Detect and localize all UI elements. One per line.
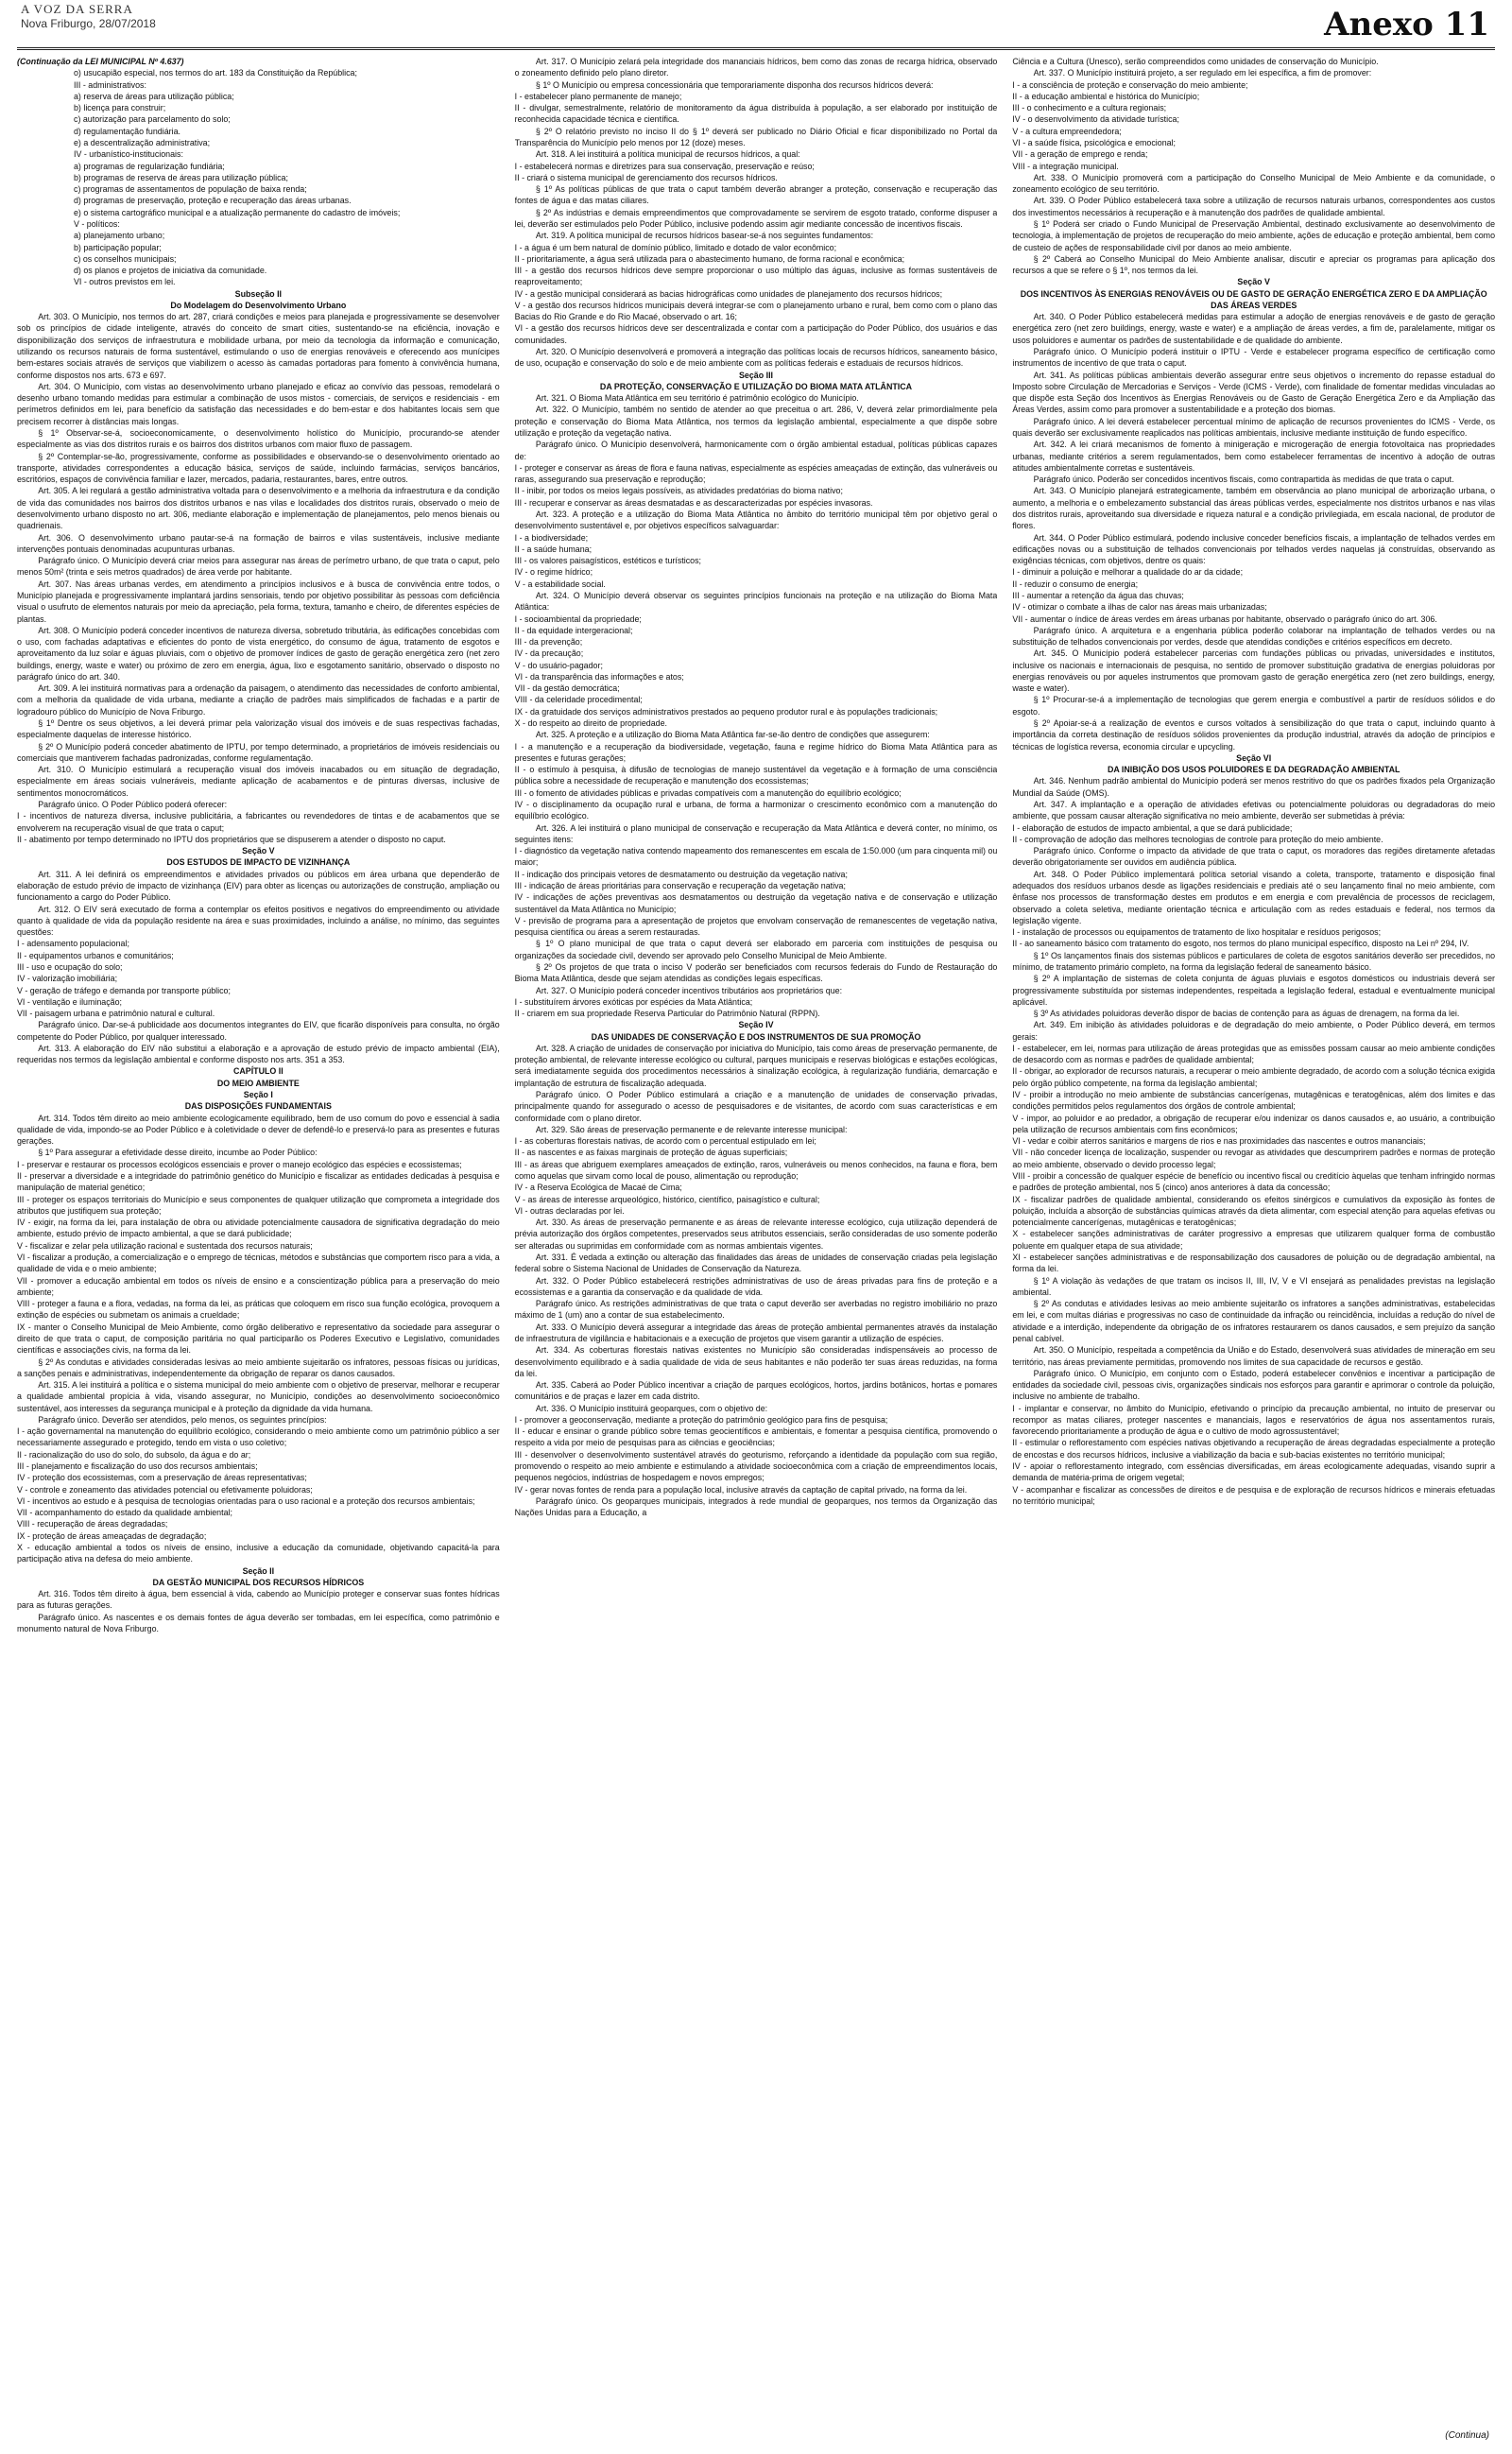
paragraph: V - a gestão dos recursos hídricos municipais deverá integrar-se com o planejamento urbano e rural, bem como com o plano das Bacias do Rio Grande e do Rio Macaé, observado o art. 16; bbox=[514, 300, 998, 322]
paragraph: Art. 304. O Município, com vistas ao desenvolvimento urbano planejado e eficaz ao convívio das pessoas, remodelará o desenho urbano tomando medidas para estimular a combinação de usos mistos - comerciais, de serviços e residenciais - em perímetros definidos em lei, para benefício da satisfação das necessidades e do bem-estar e dos habitantes locais sem que precisem recorrer à distâncias mais longas. bbox=[17, 381, 500, 426]
paragraph: § 1º A violação às vedações de que tratam os incisos II, III, IV, V e VI ensejará as penalidades previstas na legislação ambiental. bbox=[1012, 1275, 1496, 1297]
paragraph: Art. 335. Caberá ao Poder Público incentivar a criação de parques ecológicos, hortos, jardins botânicos, hortas e pomares comunitários e de praças e lazer em cada distrito. bbox=[514, 1380, 998, 1402]
paragraph: § 2º As condutas e atividades lesivas ao meio ambiente sujeitarão os infratores a sanções administrativas, estabelecidas em lei, e com multas diárias e progressivas no caso de continuidade da infração ou reincidência, incluídas a redução do nível de atividade e a interdição, independente da obrigação de os infratores restaurarem os danos causados, e sem prejuízo da sanção penal cabível. bbox=[1012, 1299, 1496, 1343]
paragraph: d) programas de preservação, proteção e recuperação das áreas urbanas. bbox=[74, 196, 352, 206]
paragraph: Parágrafo único. As nascentes e os demais fontes de água deverão ser tombadas, em lei específica, como patrimônio e monumento natural de Nova Friburgo. bbox=[17, 1612, 500, 1633]
paragraph: § 1º Para assegurar a efetividade desse direito, incumbe ao Poder Público: bbox=[38, 1148, 318, 1158]
paragraph: IV - a gestão municipal considerará as bacias hidrográficas como unidades de planejamento dos recursos hídricos; bbox=[514, 288, 943, 299]
paragraph: IX - proteção de áreas ameaçadas de degradação; bbox=[17, 1530, 207, 1541]
paragraph: II - a educação ambiental e histórica do Município; bbox=[1012, 91, 1200, 101]
paragraph: § 1º O Município ou empresa concessionária que temporariamente disponha dos recursos hídricos deverá: bbox=[535, 79, 934, 90]
section-title: Seção VI bbox=[1236, 752, 1272, 763]
paragraph: Art. 330. As áreas de preservação permanente e as áreas de relevante interesse ecológico, cuja utilização dependerá de prévia autorização dos órgãos competentes, preservados seus atributos essenciais, serão consideradas de uso somente poderão ser alteradas ou suprimidas em conformidade com as normas ambientais vigentes. bbox=[514, 1218, 998, 1251]
paragraph: § 1º O plano municipal de que trata o caput deverá ser elaborado em parceria com instituições de pesquisa ou organizações da sociedade civil, devendo ser aprovado pelo Conselho Municipal de Meio Ambiente. bbox=[514, 939, 998, 960]
paragraph: II - ao saneamento básico com tratamento do esgoto, nos termos do plano municipal específico, disposto na Lei nº 294, IV. bbox=[1012, 939, 1469, 949]
paragraph: I - a manutenção e a recuperação da biodiversidade, vegetação, fauna e regime hídrico do Bioma Mata Atlântica para as presentes e futuras gerações; bbox=[514, 741, 998, 763]
paragraph: V - impor, ao poluidor e ao predador, a obrigação de recuperar e/ou indenizar os danos causados e, ao usuário, a contribuição pela utilização de recursos ambientais com fins econômicos; bbox=[1012, 1113, 1496, 1134]
section-subtitle: DOS ESTUDOS DE IMPACTO DE VIZINHANÇA bbox=[166, 857, 351, 868]
paragraph: b) participação popular; bbox=[74, 242, 162, 252]
paragraph: I - a consciência de proteção e conservação do meio ambiente; bbox=[1012, 79, 1248, 90]
paragraph: V - fiscalizar e zelar pela utilização racional e sustentada dos recursos naturais; bbox=[17, 1240, 313, 1251]
paragraph: IV - exigir, na forma da lei, para instalação de obra ou atividade potencialmente causadora de significativa degradação do meio ambiente, estudo prévio de impacto ambiental, a que se dará publicidade; bbox=[17, 1218, 500, 1239]
paragraph: I - diminuir a poluição e melhorar a qualidade do ar da cidade; bbox=[1012, 567, 1244, 578]
paragraph: Parágrafo único. O Município, em conjunto com o Estado, poderá estabelecer convênios e incentivar a participação de entidades da sociedade civil, pessoas civis, organizações sindicais nos esforços para garantir e aprimorar o controle da poluição, inclusive no ambiente de trabalho. bbox=[1012, 1368, 1496, 1402]
paragraph: Art. 348. O Poder Público implementará política setorial visando a coleta, transporte, tratamento e disposição final adequados dos resíduos urbanos desde as ligações residenciais e prediais até o seu lançamento final no meio ambiente, com ênfase nos processos de transformação destes em produtos e em energia e com prevalência de processos de reciclagem, observado a coleta seletiva, mediante orientação técnica e articulação com as redes estaduais e federal, nos termos da legislação vigente. bbox=[1012, 869, 1496, 925]
paragraph-group bbox=[17, 869, 500, 1066]
paragraph: IV - indicações de ações preventivas aos desmatamentos ou destruição da vegetação nativa e de conservação e utilização sustentável da Mata Atlântica no Município; bbox=[514, 892, 998, 914]
paragraph-group bbox=[515, 56, 998, 370]
paragraph: V - acompanhar e fiscalizar as concessões de direitos e de pesquisa e de exploração de recursos hídricos e minerais efetuadas no território municipal; bbox=[1012, 1484, 1496, 1506]
paragraph: Ciência e a Cultura (Unesco), serão compreendidos como unidades de conservação do Município. bbox=[1012, 57, 1379, 66]
paragraph: IV - a Reserva Ecológica de Macaé de Cima; bbox=[514, 1183, 682, 1193]
paragraph: I - estabelecer plano permanente de manejo; bbox=[514, 91, 682, 101]
paragraph: Art. 325. A proteção e a utilização do Bioma Mata Atlântica far-se-ão dentro de condições que assegurem: bbox=[535, 730, 930, 740]
newspaper-brand: A VOZ DA SERRA bbox=[21, 2, 133, 16]
paragraph: I - diagnóstico da vegetação nativa contendo mapeamento dos remanescentes em escala de 1:50.000 (um para cinquenta mil) ou maior; bbox=[514, 846, 998, 868]
section-subtitle: DOS INCENTIVOS ÀS ENERGIAS RENOVÁVEIS OU DE GASTO DE GERAÇÃO ENERGÉTICA ZERO E DA AMPLIAÇÃO DAS ÁREAS VERDES bbox=[1020, 288, 1487, 310]
section-subtitle: DA INIBIÇÃO DOS USOS POLUIDORES E DA DEGRADAÇÃO AMBIENTAL bbox=[1107, 765, 1400, 775]
paragraph: I - a biodiversidade; bbox=[514, 532, 589, 543]
paragraph-group bbox=[17, 1588, 500, 1634]
paragraph: Art. 324. O Município deverá observar os seguintes princípios funcionais na proteção e na utilização do Bioma Mata Atlântica: bbox=[514, 590, 998, 613]
paragraph: IV - o desenvolvimento da atividade turística; bbox=[1012, 114, 1179, 125]
paragraph: § 3º As atividades poluidoras deverão dispor de bacias de contenção para as águas de drenagem, na forma da lei. bbox=[1033, 1009, 1460, 1019]
paragraph: IV - o disciplinamento da ocupação rural e urbana, de forma a harmonizar o crescimento econômico com a manutenção do equilíbrio ecológico. bbox=[514, 800, 998, 821]
section-subtitle: DA PROTEÇÃO, CONSERVAÇÃO E UTILIZAÇÃO DO BIOMA MATA ATLÂNTICA bbox=[599, 381, 913, 391]
paragraph: b) licença para construir; bbox=[74, 103, 166, 113]
paragraph: I - adensamento populacional; bbox=[17, 939, 129, 949]
paragraph: I - as coberturas florestais nativas, de acordo com o percentual estipulado em lei; bbox=[514, 1136, 816, 1147]
paragraph: I - preservar e restaurar os processos ecológicos essenciais e prover o manejo ecológico das espécies e ecossistemas; bbox=[17, 1159, 462, 1169]
section-title: Seção III bbox=[739, 370, 774, 380]
paragraph: Art. 323. A proteção e a utilização do Bioma Mata Atlântica no âmbito do território municipal têm por objetivo geral o desenvolvimento sustentável e, por objetivos específicos salvaguardar: bbox=[514, 509, 998, 531]
paragraph: VII - a geração de emprego e renda; bbox=[1012, 149, 1148, 160]
paragraph: IV - gerar novas fontes de renda para a população local, inclusive através da captação de capital privado, na forma da lei. bbox=[514, 1484, 968, 1495]
paragraph: Art. 319. A política municipal de recursos hídricos basear-se-á nos seguintes fundamentos: bbox=[535, 231, 874, 241]
paragraph: II - a saúde humana; bbox=[514, 544, 593, 554]
paragraph: V - do usuário-pagador; bbox=[514, 660, 603, 670]
paragraph: II - racionalização do uso do solo, do subsolo, da água e do ar; bbox=[17, 1449, 251, 1460]
paragraph: V - a estabilidade social. bbox=[514, 579, 606, 589]
paragraph: Art. 334. As coberturas florestais nativas existentes no Município são consideradas indispensáveis ao processo de desenvolvimento equilibrado e à sadia qualidade de vida de seus habitantes e não poderão ter suas áreas reduzidas, na forma da lei. bbox=[514, 1345, 998, 1378]
paragraph: II - abatimento por tempo determinado no IPTU dos proprietários que se dispuserem a atender o disposto no caput. bbox=[17, 834, 446, 844]
paragraph: VI - outras declaradas por lei. bbox=[514, 1205, 625, 1216]
paragraph: § 2º As condutas e atividades consideradas lesivas ao meio ambiente sujeitarão os infratores, pessoas físicas ou jurídicas, a sanções penais e administrativas, independentemente da obrigação de reparar os danos causados. bbox=[17, 1357, 500, 1378]
paragraph: § 2º A implantação de sistemas de coleta conjunta de águas pluviais e esgotos domésticos ou industriais deverá ser progressivamente substituída por sistemas independentes, respeitada a legislação federal, estadual e eventualmente municipal aplicável. bbox=[1012, 974, 1496, 1007]
paragraph: VIII - da celeridade procedimental; bbox=[514, 695, 643, 705]
paragraph: § 1º Poderá ser criado o Fundo Municipal de Preservação Ambiental, destinado exclusivamente ao desenvolvimento de tecnologia, à implementação de projetos de recuperação do meio ambiente, ações de educação e proteção ambiental, bem como de custeio de ações de responsabilidade civil por danos ao meio ambiente. bbox=[1012, 218, 1496, 252]
paragraph: § 1º Os lançamentos finais dos sistemas públicos e particulares de coleta de esgotos sanitários deverão ser precedidos, no mínimo, de tratamento primário completo, na forma da legislação federal de saneamento básico. bbox=[1012, 950, 1496, 972]
paragraph: Art. 340. O Poder Público estabelecerá medidas para estimular a adoção de energias renováveis e de gasto de geração energética zero (net zero buildings, energy, waste e water) e a ampliação de áreas verdes, a fim de, paralelamente, mitigar os usos poluidores e aumentar os padrões de sustentabilidade e de qualidade do ambiente. bbox=[1012, 312, 1496, 345]
paragraph: I - ação governamental na manutenção do equilíbrio ecológico, considerando o meio ambiente como um patrimônio público a ser necessariamente assegurado e protegido, tendo em vista o uso coletivo; bbox=[17, 1426, 500, 1448]
paragraph: Parágrafo único. Deverão ser atendidos, pelo menos, os seguintes princípios: bbox=[38, 1414, 327, 1425]
paragraph: Art. 318. A lei instituirá a política municipal de recursos hídricos, a qual: bbox=[535, 149, 800, 160]
paragraph: VI - a saúde física, psicológica e emocional; bbox=[1012, 137, 1177, 147]
paragraph: II - comprovação de adoção das melhores tecnologias de controle para proteção do meio ambiente. bbox=[1012, 834, 1383, 844]
paragraph: Art. 339. O Poder Público estabelecerá taxa sobre a utilização de recursos naturais urbanos, correspondentes aos custos dos investimentos necessários à recuperação e à manutenção dos padrões de qualidade ambiental. bbox=[1012, 196, 1496, 217]
masthead bbox=[17, 0, 1495, 50]
paragraph: I - elaboração de estudos de impacto ambiental, a que se dará publicidade; bbox=[1012, 822, 1293, 833]
section-title: Seção V bbox=[1237, 277, 1270, 287]
paragraph: I - promover a geoconservação, mediante a proteção do patrimônio geológico para fins de pesquisa; bbox=[514, 1414, 888, 1425]
paragraph: V - geração de tráfego e demanda por transporte público; bbox=[17, 985, 231, 995]
paragraph: III - proteger os espaços territoriais do Município e seus componentes de qualquer utilização que comprometa a integridade dos atributos que justifiquem sua proteção; bbox=[17, 1194, 500, 1216]
paragraph: Art. 310. O Município estimulará a recuperação visual dos imóveis inacabados ou em situação de degradação, especialmente em áreas sociais vulneráveis, mediante aplicação de acabamentos e de pinturas diversas, inclusive de sentimentos monocromáticos. bbox=[17, 765, 500, 798]
paragraph: Art. 347. A implantação e a operação de atividades efetivas ou potencialmente poluidoras ou degradadoras do meio ambiente, que possam causar alteração significativa no meio ambiente, deverão ser submetidas à prévia: bbox=[1012, 800, 1496, 821]
continuation-note: (Continuação da LEI MUNICIPAL Nº 4.637) bbox=[17, 57, 184, 66]
paragraph: d) os planos e projetos de iniciativa da comunidade. bbox=[74, 266, 267, 276]
chapter-title: CAPÍTULO II bbox=[232, 1066, 284, 1077]
paragraph: III - aumentar a retenção da água das chuvas; bbox=[1012, 590, 1184, 600]
paragraph: Art. 329. São áreas de preservação permanente e de relevante interesse municipal: bbox=[535, 1124, 848, 1134]
paragraph-group bbox=[17, 67, 500, 287]
paragraph: § 2º O Município poderá conceder abatimento de IPTU, por tempo determinado, a proprietários de imóveis residenciais ou comerciais que mantiverem fachadas padronizadas, conforme regulamentação. bbox=[17, 741, 500, 763]
paragraph: VI - da transparência das informações e atos; bbox=[514, 671, 684, 682]
paragraph: III - o conhecimento e a cultura regionais; bbox=[1012, 103, 1167, 113]
paragraph: II - criarem em sua propriedade Reserva Particular do Patrimônio Natural (RPPN). bbox=[514, 1009, 820, 1019]
paragraph: VII - promover a educação ambiental em todos os níveis de ensino e a conscientização pública para a preservação do meio ambiente; bbox=[17, 1275, 500, 1297]
paragraph: II - equipamentos urbanos e comunitários; bbox=[17, 950, 174, 960]
paragraph-group bbox=[515, 1043, 998, 1519]
paragraph: I - incentivos de natureza diversa, inclusive publicitária, a fabricantes ou revendedores de tintas e de acabamentos que se envolverem na recuperação visual de que trata o caput; bbox=[17, 811, 500, 833]
paragraph: II - prioritariamente, a água será utilizada para o abastecimento humano, de forma racional e econômica; bbox=[514, 253, 905, 264]
paragraph: Art. 345. O Município poderá estabelecer parcerias com fundações públicas ou privadas, universidades e institutos, inclusive os nacionais e internacionais de pesquisa, no sentido de promover substituição gradativa de energias poluidoras por energias renováveis ou por aqueles instrumentos que promovam gasto de geração energética zero (net zero buildings, energy, waste e water). bbox=[1012, 648, 1496, 694]
paragraph: II - educar e ensinar o grande público sobre temas geocientíficos e ambientais, e fomentar a pesquisa científica, promovendo o respeito a vida por meio de pesquisas para as ciências e geociências; bbox=[514, 1426, 998, 1448]
paragraph: IX - manter o Conselho Municipal de Meio Ambiente, como órgão deliberativo e representativo da sociedade para assegurar o direito de que trata o caput, de composição paritária no qual participarão os Poderes Executivo e Legislativo, comunidades científicas e associações civis, na forma da lei. bbox=[17, 1322, 500, 1356]
paragraph: Art. 322. O Município, também no sentido de atender ao que preceitua o art. 286, V, deverá zelar primordialmente pela proteção e conservação do Bioma Mata Atlântica, nos termos da legislação ambiental, especialmente a que dispõe sobre utilização e proteção da vegetação nativa. bbox=[514, 405, 998, 438]
paragraph: Art. 336. O Município instituirá geoparques, com o objetivo de: bbox=[535, 1403, 768, 1413]
paragraph: Art. 350. O Município, respeitada a competência da União e do Estado, desenvolverá suas atividades de mineração em seu território, nas áreas previamente permitidas, promovendo nos limites de sua capacidade de recursos e gestão. bbox=[1012, 1345, 1496, 1367]
dateline: Nova Friburgo, 28/07/2018 bbox=[21, 17, 156, 30]
paragraph: e) o sistema cartográfico municipal e a atualização permanente do cadastro de imóveis; bbox=[74, 207, 401, 217]
paragraph: Parágrafo único. O Município desenvolverá, harmonicamente com o órgão ambiental estadual, políticas públicas capazes de: bbox=[514, 440, 998, 461]
paragraph: II - estimular o reflorestamento com espécies nativas objetivando a recuperação de áreas degradadas especialmente a proteção de encostas e dos recursos hídricos, inclusive a viabilização da bacia e sub-bacias existentes no território municipal; bbox=[1012, 1438, 1496, 1460]
section-subtitle: DAS DISPOSIÇÕES FUNDAMENTAIS bbox=[184, 1101, 332, 1112]
paragraph-group bbox=[17, 1113, 500, 1565]
paragraph: Art. 307. Nas áreas urbanas verdes, em atendimento a princípios inclusivos e à busca de convivência entre todos, o Município planejada e progressivamente implantará jardins sensoriais, tendo por objetivo possibilitar às pessoas com deficiência visual o usufruto de elementos naturais por meio da apreciação, pela forma, textura, tamanho e cheiro, de diferentes espécies de plantas. bbox=[17, 579, 500, 624]
paragraph: III - desenvolver o desenvolvimento sustentável através do geoturismo, reforçando a identidade da população com sua região, promovendo o respeito ao meio ambiente e estimulando a atividade socioeconômica com a criação de empreendimentos locais, pequenos negócios, indústrias de hospedagem e novos empregos; bbox=[514, 1449, 998, 1483]
paragraph: III - uso e ocupação do solo; bbox=[17, 961, 123, 972]
paragraph: I - implantar e conservar, no âmbito do Município, efetivando o princípio da precaução ambiental, no intuito de preservar ou recompor as matas ciliares, proteger nascentes e mananciais, lagos e reservatórios de água nos assentamentos rurais, favorecendo prioritariamente a produção de água e o cultivo de modo agrossustentável; bbox=[1012, 1403, 1496, 1437]
paragraph: IV - da precaução; bbox=[514, 648, 584, 659]
paragraph: Parágrafo único. As restrições administrativas de que trata o caput deverão ser averbadas no registro imobiliário no prazo máximo de 1 (um) ano a contar de sua estabelecimento. bbox=[514, 1299, 998, 1321]
paragraph: IX - da gratuidade dos serviços administrativos prestados ao pequeno produtor rural e às populações tradicionais; bbox=[514, 706, 938, 717]
paragraph: II - inibir, por todos os meios legais possíveis, as atividades predatórias do bioma nativo; bbox=[514, 486, 843, 496]
paragraph: § 2º Apoiar-se-á a realização de eventos e cursos voltados à sensibilização do que trata o caput, incluindo quanto à importância da correta destinação de resíduos sólidos provenientes da produção industrial, através da adoção de princípios e técnicas de logística reversa, economia circular e upcycling. bbox=[1012, 718, 1496, 752]
paragraph: VI - incentivos ao estudo e à pesquisa de tecnologias orientadas para o uso racional e a proteção dos recursos ambientais; bbox=[17, 1495, 475, 1506]
paragraph: Art. 338. O Município promoverá com a participação do Conselho Municipal de Meio Ambiente e da comunidade, o zoneamento ecológico de seu território. bbox=[1012, 172, 1496, 195]
paragraph: § 2º O relatório previsto no inciso II do § 1º deverá ser publicado no Diário Oficial e ficar disponibilizado no Portal da Transparência do Município pelo menos por 12 (doze) meses. bbox=[514, 126, 998, 147]
paragraph: III - recuperar e conservar as áreas desmatadas e as descaracterizadas por espécies invasoras. bbox=[514, 497, 873, 508]
paragraph: VIII - proibir a concessão de qualquer espécie de benefício ou incentivo fiscal ou creditício àquelas que tenham infringido normas e padrões de proteção ambiental, nos 5 (cinco) anos anteriores à data da concessão; bbox=[1012, 1171, 1496, 1193]
paragraph: Art. 313. A elaboração do EIV não substitui a elaboração e a aprovação de estudo prévio de impacto ambiental (EIA), requeridas nos termos da legislação ambiental e conforme disposto nos arts. 351 a 353. bbox=[17, 1043, 500, 1065]
paragraph: I - a água é um bem natural de domínio público, limitado e dotado de valor econômico; bbox=[514, 242, 837, 252]
paragraph: Art. 321. O Bioma Mata Atlântica em seu território é patrimônio ecológico do Município. bbox=[535, 393, 859, 404]
paragraph: VII - não conceder licença de localização, suspender ou revogar as atividades que descumprirem padrões e normas de proteção ao meio ambiente, observado o devido processo legal; bbox=[1012, 1148, 1496, 1169]
paragraph: Art. 349. Em inibição às atividades poluidoras e de degradação do meio ambiente, o Poder Público deverá, em termos gerais: bbox=[1012, 1020, 1496, 1042]
paragraph: Art. 327. O Município poderá conceder incentivos tributários aos proprietários que: bbox=[535, 985, 843, 995]
paragraph: IV - o regime hídrico; bbox=[514, 567, 593, 578]
paragraph: § 1º Procurar-se-á a implementação de tecnologias que gerem energia e combustível a partir de resíduos sólidos e do esgoto. bbox=[1012, 695, 1496, 717]
paragraph: V - políticos: bbox=[74, 218, 120, 229]
section-title: Seção II bbox=[242, 1565, 275, 1576]
paragraph: Art. 326. A lei instituirá o plano municipal de conservação e recuperação da Mata Atlântica e deverá conter, no mínimo, os seguintes itens: bbox=[514, 822, 998, 844]
paragraph: II - criará o sistema municipal de gerenciamento dos recursos hídricos. bbox=[514, 172, 778, 182]
paragraph: III - administrativos: bbox=[74, 79, 146, 90]
paragraph: IV - apoiar o reflorestamento integrado, com essências diversificadas, em áreas ecologicamente adequadas, visando suprir a demanda de matéria-prima de origem vegetal; bbox=[1012, 1461, 1496, 1483]
paragraph: III - as áreas que abriguem exemplares ameaçados de extinção, raros, vulneráveis ou menos conhecidos, na fauna e flora, bem como aquelas que sirvam como local de pouso, alimentação ou reprodução; bbox=[514, 1159, 998, 1181]
paragraph: Parágrafo único. Os geoparques municipais, integrados à rede mundial de geoparques, nos termos da Organização das Nações Unidas para a Educação, a bbox=[514, 1495, 998, 1518]
paragraph: I - socioambiental da propriedade; bbox=[514, 614, 642, 624]
paragraph: III - indicação de áreas prioritárias para conservação e recuperação da vegetação nativa; bbox=[514, 880, 846, 890]
paragraph: c) programas de assentamentos de população de baixa renda; bbox=[74, 184, 307, 195]
paragraph-group bbox=[1012, 311, 1495, 752]
paragraph: e) a descentralização administrativa; bbox=[74, 137, 211, 147]
paragraph: Parágrafo único. A arquitetura e a engenharia pública poderão colaborar na implantação de telhados verdes ou na substituição de telhados convencionais por verdes, desde que atendidas condições e critérios específicos em decreto. bbox=[1012, 625, 1496, 648]
paragraph: Art. 343. O Município planejará estrategicamente, também em observância ao plano municipal de arborização urbana, o aumento, a melhoria e o embelezamento substancial das áreas públicas verdes, especialmente nos distritos urbanos e nas vilas dos distritos rurais, aproveitando sua diversidade e riqueza natural e a condição privilegiada, em escala nacional, de produtor de flores. bbox=[1012, 486, 1496, 531]
paragraph: Art. 308. O Município poderá conceder incentivos de natureza diversa, sobretudo tributária, às edificações concebidas com o uso, com fachadas adaptativas e eficientes do ponto de vista energético, do consumo de água, tratamento de esgotos e aproveitamento da luz solar e águas pluviais, com o objetivo de promover índices de gasto de geração energética zero (net zero buildings, energy, waste e water) ou próximo de zero em energia, água, lixo e esgotamento sanitário, observado o disposto no parágrafo único do art. 340. bbox=[17, 625, 500, 682]
paragraph: c) os conselhos municipais; bbox=[74, 253, 177, 264]
paragraph: XI - estabelecer sanções administrativas e de responsabilização dos causadores de poluição ou de degradação ambiental, na forma da lei. bbox=[1012, 1252, 1496, 1274]
paragraph: a) planejamento urbano; bbox=[74, 231, 165, 241]
paragraph: III - da prevenção; bbox=[514, 637, 583, 648]
paragraph: V - a cultura empreendedora; bbox=[1012, 126, 1122, 136]
paragraph: IV - proteção dos ecossistemas, com a preservação de áreas representativas; bbox=[17, 1473, 307, 1483]
section-subtitle: DAS UNIDADES DE CONSERVAÇÃO E DOS INSTRUMENTOS DE SUA PROMOÇÃO bbox=[591, 1031, 921, 1042]
paragraph: a) programas de regularização fundiária; bbox=[74, 161, 225, 171]
paragraph: II - preservar a diversidade e a integridade do patrimônio genético do Município e fiscalizar as entidades dedicadas à pesquisa e manipulação de material genético; bbox=[17, 1171, 500, 1193]
paragraph: X - do respeito ao direito de propriedade. bbox=[514, 718, 668, 729]
paragraph: X - educação ambiental a todos os níveis de ensino, inclusive a educação da comunidade, objetivando capacitá-la para participação ativa na defesa do meio ambiente. bbox=[17, 1543, 500, 1564]
paragraph: III - o fomento de atividades públicas e privadas compatíveis com a manutenção do equilíbrio ecológico; bbox=[514, 787, 902, 798]
paragraph: VIII - recuperação de áreas degradadas; bbox=[17, 1519, 168, 1529]
paragraph: § 2º As indústrias e demais empreendimentos que comprovadamente se servirem de esgoto tratado, conforme dispuser a lei, deverão ser estimulados pelo Poder Público, inclusive podendo assim agir mediante concessão de incentivos fiscais. bbox=[514, 207, 998, 229]
paragraph: § 1º Observar-se-á, socioeconomicamente, o desenvolvimento holístico do Município, procurando-se atender especialmente as vias dos distritos rurais e os bairros dos distritos urbanos com maior fluxo de passagem. bbox=[17, 428, 500, 450]
paragraph: I - proteger e conservar as áreas de flora e fauna nativas, especialmente as espécies ameaçadas de extinção, das vulneráveis ou raras, assegurando sua preservação e reprodução; bbox=[514, 462, 998, 485]
paragraph: Parágrafo único. O Poder Público estimulará a criação e a manutenção de unidades de conservação privadas, principalmente quando for assegurado o acesso de pesquisadores e de visitantes, de acordo com suas características e em conformidade com o plano diretor. bbox=[514, 1090, 998, 1123]
paragraph: Parágrafo único. O Município poderá instituir o IPTU - Verde e estabelecer programa específico de certificação como instrumentos de incentivo de que trata o caput. bbox=[1012, 347, 1496, 369]
paragraph: II - o estímulo à pesquisa, à difusão de tecnologias de manejo sustentável da vegetação e à formação de uma consciência pública sobre a necessidade de recuperação e manutenção dos ecossistemas; bbox=[514, 765, 998, 786]
paragraph: VI - vedar e coibir aterros sanitários e margens de rios e nas proximidades das nascentes e outros mananciais; bbox=[1012, 1136, 1426, 1147]
paragraph: III - planejamento e fiscalização do uso dos recursos ambientais; bbox=[17, 1461, 258, 1472]
paragraph: II - indicação dos principais vetores de desmatamento ou destruição da vegetação nativa; bbox=[514, 869, 848, 879]
paragraph: Parágrafo único. Poderão ser concedidos incentivos fiscais, como contrapartida às medidas de que trata o caput. bbox=[1033, 475, 1454, 485]
paragraph: Art. 332. O Poder Público estabelecerá restrições administrativas de uso de áreas privadas para fins de proteção e a ecossistemas e a garantia da conservação e da qualidade de vida. bbox=[514, 1275, 998, 1297]
paragraph: Art. 333. O Município deverá assegurar a integridade das áreas de proteção ambiental permanentes através da instalação de infraestrutura de vigilância e habitacionais e a execução de projetos que visem garantir a utilização de espécies. bbox=[514, 1322, 998, 1343]
paragraph-group bbox=[515, 392, 998, 1019]
paragraph: Art. 341. As políticas públicas ambientais deverão assegurar entre seus objetivos o incremento do repasse estadual do Imposto sobre Circulação de Mercadorias e Serviços - Verde (ICMS - Verde), com finalidade de fomentar medidas vinculadas ao que dispõe esta Seção dos Incentivos às Energias Renováveis ou de Gasto de Geração Energética Zero e da Ampliação das Áreas Verdes, assim como para promover a sustentabilidade e a proteção dos biomas. bbox=[1012, 370, 1496, 415]
paragraph: II - reduzir o consumo de energia; bbox=[1012, 579, 1139, 589]
paragraph: b) programas de reserva de áreas para utilização pública; bbox=[74, 172, 288, 182]
paragraph: Art. 303. O Município, nos termos do art. 287, criará condições e meios para planejada e progressivamente se desenvolver sob os princípios de cidade inteligente, através do conceito de smart cities, sustentando-se na eficiência, inovação e disponibilização dos serviços de infraestrutura e mobilidade urbana, por meio da tecnologia da informação e comunicação, utilizando os recursos naturais de forma sustentável, estimulando o uso de energias renováveis e oferecendo aos munícipes bem-estares sociais através de serviços que viabilizem o acesso às camadas portadoras para fomento à convivência humana, conforme dispostos nos arts. 673 e 697. bbox=[17, 312, 500, 380]
paragraph: Art. 312. O EIV será executado de forma a contemplar os efeitos positivos e negativos do empreendimento ou atividade quanto à qualidade de vida da população residente na área e suas proximidades, incluindo a análise, no mínimo, das seguintes questões: bbox=[17, 904, 500, 938]
paragraph: o) usucapião especial, nos termos do art. 183 da Constituição da República; bbox=[74, 68, 357, 78]
paragraph: VI - outros previstos em lei. bbox=[74, 277, 176, 287]
paragraph: II - da equidade intergeracional; bbox=[514, 625, 633, 635]
column-1 bbox=[17, 56, 500, 2438]
paragraph: Parágrafo único. O Poder Público poderá oferecer: bbox=[38, 800, 228, 809]
paragraph-group bbox=[1012, 56, 1495, 276]
chapter-subtitle: DO MEIO AMBIENTE bbox=[216, 1078, 300, 1088]
paragraph: § 2º Caberá ao Conselho Municipal do Meio Ambiente analisar, discutir e apreciar os programas para aplicação dos recursos a que se refere o § 1º, nos termos da lei. bbox=[1012, 253, 1496, 276]
paragraph: § 2º Contemplar-se-ão, progressivamente, conforme as possibilidades e observando-se o desenvolvimento orientado ao transporte, atividades correspondentes a educação básica, serviços de saúde, incluindo farmácias, serviços bancários, escritórios, espaços de convivência familiar e lazer, mercados, padaria, restaurantes, bares, entre outros. bbox=[17, 451, 500, 485]
paragraph: Art. 342. A lei criará mecanismos de fomento à minigeração e microgeração de energia fotovoltaica nas propriedades urbanas, mediante critérios a serem regulamentados, bem como estabelecer ferramentas de incentivo à adoção de outras atitudes ambientalmente corretas e sustentáveis. bbox=[1012, 440, 1496, 473]
paragraph: VII - da gestão democrática; bbox=[514, 683, 620, 694]
paragraph: IV - valorização imobiliária; bbox=[17, 974, 118, 984]
paragraph: Art. 346. Nenhum padrão ambiental do Município poderá ser menos restritivo do que os padrões fixados pela Organização Mundial da Saúde (OMS). bbox=[1012, 776, 1496, 798]
paragraph: VII - paisagem urbana e patrimônio natural e cultural. bbox=[17, 1009, 215, 1019]
paragraph: Art. 344. O Poder Público estimulará, podendo inclusive conceder benefícios fiscais, a implantação de telhados verdes em edificações novas ou a substituição de telhados convencionais por telhados verdes naquelas já construídas, observando as exigências técnicas, com objetivos, dentre os quais: bbox=[1012, 532, 1496, 566]
paragraph: § 2º Os projetos de que trata o inciso V poderão ser beneficiados com recursos federais do Fundo de Restauração do Bioma Mata Atlântica, desde que sejam atendidas as condições legais específicas. bbox=[514, 961, 998, 984]
column-2 bbox=[515, 56, 998, 2438]
paragraph: V - as áreas de interesse arqueológico, histórico, científico, paisagístico e cultural; bbox=[514, 1194, 820, 1204]
section-title: Seção I bbox=[243, 1090, 273, 1100]
paragraph: Art. 315. A lei instituirá a política e o sistema municipal do meio ambiente com o objetivo de preservar, melhorar e recuperar a qualidade ambiental propícia à vida, visando assegurar, no Município, condições ao desenvolvimento socioeconômico sustentável, aos interesses da segurança municipal e à proteção da dignidade da vida humana. bbox=[17, 1380, 500, 1413]
paragraph: Art. 337. O Município instituirá projeto, a ser regulado em lei específica, a fim de promover: bbox=[1033, 68, 1372, 78]
paragraph: I - instalação de processos ou equipamentos de tratamento de lixo hospitalar e resíduos perigosos; bbox=[1012, 927, 1382, 938]
paragraph: Art. 305. A lei regulará a gestão administrativa voltada para o desenvolvimento e a melhoria da infraestrutura e da condição de vida das comunidades nos bairros dos distritos urbanos e nas vilas e localidades dos distritos rurais, observado o meio de desenvolvimento urbano disposto no art. 306, mediante elaboração e implementação de planejamentos, pelo menos bienais ou quadrienais. bbox=[17, 486, 500, 531]
paragraph: VII - acompanhamento do estado da qualidade ambiental; bbox=[17, 1508, 232, 1518]
paragraph: c) autorização para parcelamento do solo; bbox=[74, 114, 231, 125]
paragraph: V - previsão de programa para a apresentação de projetos que envolvam conservação de remanescentes de vegetação nativa, pesquisa científica ou áreas a serem restauradas. bbox=[514, 915, 998, 938]
paragraph: Parágrafo único. Conforme o impacto da atividade de que trata o caput, os moradores das regiões diretamente afetadas deverão obrigatoriamente ser ouvidos em audiência pública. bbox=[1012, 846, 1496, 868]
section-title: Seção IV bbox=[738, 1020, 774, 1030]
paragraph: Art. 306. O desenvolvimento urbano pautar-se-á na formação de bairros e vilas sustentáveis, inclusive mediante intervenções pontuais denominadas acupunturas urbanas. bbox=[17, 532, 500, 554]
paragraph: III - os valores paisagísticos, estéticos e turísticos; bbox=[514, 556, 701, 566]
paragraph: Art. 311. A lei definirá os empreendimentos e atividades privados ou públicos em área urbana que dependerão de elaboração de estudo prévio de impacto de vizinhança (EIV) para obter as licenças ou autorizações de construção, ampliação ou funcionamento a cargo do Poder Público. bbox=[17, 869, 500, 903]
section-title: Seção V bbox=[242, 846, 275, 856]
paragraph: Parágrafo único. Dar-se-á publicidade aos documentos integrantes do EIV, que ficarão disponíveis para consulta, no órgão competente do Poder Público, por qualquer interessado. bbox=[17, 1020, 500, 1042]
page-label: Anexo 11 bbox=[1324, 6, 1489, 43]
section-title: Subseção II bbox=[234, 288, 282, 299]
paragraph: VIII - a integração municipal. bbox=[1012, 161, 1119, 171]
paragraph: Art. 320. O Município desenvolverá e promoverá a integração das políticas locais de recursos hídricos, saneamento básico, de uso, ocupação e conservação do solo e de meio ambiente com as políticas federais e estaduais de recursos hídricos. bbox=[514, 347, 998, 369]
paragraph: Art. 314. Todos têm direito ao meio ambiente ecologicamente equilibrado, bem de uso comum do povo e essencial à sadia qualidade de vida, impondo-se ao Poder Público e à coletividade o dever de defendê-lo e preservá-lo para as presentes e futuras gerações. bbox=[17, 1113, 500, 1147]
text-columns bbox=[17, 50, 1495, 2438]
paragraph: Art. 309. A lei instituirá normativas para a ordenação da paisagem, o atendimento das necessidades de conforto ambiental, com a melhoria da qualidade de vida urbana, mediante a criação de padrões mais simplificados de fachadas e a partir de logradouro público do Município de Nova Friburgo. bbox=[17, 683, 500, 717]
paragraph: IV - urbanístico-institucionais: bbox=[74, 149, 183, 160]
column-3 bbox=[1012, 56, 1495, 2438]
paragraph: II - divulgar, semestralmente, relatório de monitoramento da água distribuída à população, a ser elaborado por instituição de reconhecida capacidade técnica e científica. bbox=[514, 103, 998, 125]
paragraph: IX - fiscalizar padrões de qualidade ambiental, considerando os efeitos sinérgicos e cumulativos da exposição às fontes de poluição, incluída a absorção de substâncias químicas através da dieta alimentar, com especial atenção para aquelas efetivas ou potencialmente cancerígenas, mutagênicas e teratogênicas; bbox=[1012, 1194, 1496, 1228]
paragraph: VII - aumentar o índice de áreas verdes em áreas urbanas por habitante, observado o parágrafo único do art. 306. bbox=[1012, 614, 1437, 624]
paragraph: II - as nascentes e as faixas marginais de proteção de águas superficiais; bbox=[514, 1148, 788, 1158]
paragraph: a) reserva de áreas para utilização pública; bbox=[74, 91, 234, 101]
section-subtitle: DA GESTÃO MUNICIPAL DOS RECURSOS HÍDRICOS bbox=[152, 1577, 365, 1587]
paragraph: Art. 328. A criação de unidades de conservação por iniciativa do Município, tais como áreas de preservação permanente, de proteção ambiental, de relevante interesse ecológico ou cultural, parques municipais e reservas biológicas e estações ecológicas, será imediatamente seguida dos procedimentos necessários à sinalização ecológica, à regularização fundiária, demarcação e implantação de estrutura de fiscalização adequada. bbox=[514, 1043, 998, 1088]
paragraph: Parágrafo único. A lei deverá estabelecer percentual mínimo de aplicação de recursos provenientes do ICMS - Verde, os quais deverão ser exclusivamente reaplicados nas políticas ambientais, inclusive mediante instituição de fundo específico. bbox=[1012, 416, 1496, 438]
paragraph: Art. 331. É vedada a extinção ou alteração das finalidades das áreas de unidades de conservação criadas pela legislação federal sobre o Sistema Nacional de Unidades de Conservação da Natureza. bbox=[514, 1252, 998, 1274]
paragraph: III - a gestão dos recursos hídricos deve sempre proporcionar o uso múltiplo das águas, inclusive as formas sustentáveis de reaproveitamento; bbox=[514, 266, 998, 287]
paragraph: d) regulamentação fundiária. bbox=[74, 126, 180, 136]
paragraph: VI - a gestão dos recursos hídricos deve ser descentralizada e contar com a participação do Poder Público, dos usuários e das comunidades. bbox=[514, 323, 998, 345]
paragraph: Art. 316. Todos têm direito à água, bem essencial à vida, cabendo ao Município proteger e conservar suas fontes hídricas para as futuras gerações. bbox=[17, 1589, 500, 1611]
section-subtitle: Do Modelagem do Desenvolvimento Urbano bbox=[170, 300, 347, 310]
paragraph: X - estabelecer sanções administrativas de caráter progressivo a empresas que utilizarem qualquer forma de combustão poluente em qualquer etapa de sua atividade; bbox=[1012, 1229, 1496, 1251]
paragraph: Art. 317. O Município zelará pela integridade dos mananciais hídricos, bem como das zonas de recarga hídrica, observado o zoneamento definido pelo plano diretor. bbox=[514, 57, 998, 78]
paragraph: II - obrigar, ao explorador de recursos naturais, a recuperar o meio ambiente degradado, de acordo com a solução técnica exigida pelo órgão público competente, na forma da legislação ambiental; bbox=[1012, 1066, 1496, 1088]
paragraph: § 1º As políticas públicas de que trata o caput também deverão abranger a proteção, conservação e recuperação das fontes de água e das matas ciliares. bbox=[514, 184, 998, 206]
paragraph: § 1º Dentre os seus objetivos, a lei deverá primar pela valorização visual dos imóveis e de suas respectivas fachadas, especialmente daquelas de interesse histórico. bbox=[17, 718, 500, 740]
paragraph: VI - ventilação e iluminação; bbox=[17, 996, 122, 1007]
paragraph: Parágrafo único. O Município deverá criar meios para assegurar nas áreas de perímetro urbano, de que trata o caput, pelo menos 50m² (trinta e seis metros quadrados) de área verde por habitante. bbox=[17, 556, 500, 578]
paragraph: I - estabelecerá normas e diretrizes para sua conservação, preservação e reúso; bbox=[514, 161, 815, 171]
paragraph-group bbox=[17, 311, 500, 845]
paragraph: VIII - proteger a fauna e a flora, vedadas, na forma da lei, as práticas que coloquem em risco sua função ecológica, provoquem a extinção de espécies ou submetam os animais a crueldade; bbox=[17, 1299, 500, 1321]
paragraph-group bbox=[1012, 775, 1495, 1507]
paragraph: I - substituírem árvores exóticas por espécies da Mata Atlântica; bbox=[514, 996, 753, 1007]
paragraph: V - controle e zoneamento das atividades potencial ou efetivamente poluidoras; bbox=[17, 1484, 313, 1495]
continues-note: (Continua) bbox=[1445, 2430, 1489, 2441]
paragraph: IV - proibir a introdução no meio ambiente de substâncias cancerígenas, mutagênicas e teratogênicas, além dos limites e das condições permitidos pelos regulamentos dos órgãos de controle ambiental; bbox=[1012, 1090, 1496, 1112]
paragraph: IV - otimizar o combate a ilhas de calor nas áreas mais urbanizadas; bbox=[1012, 602, 1267, 613]
paragraph: VI - fiscalizar a produção, a comercialização e o emprego de técnicas, métodos e substâncias que comportem risco para a vida, a qualidade de vida e o meio ambiente; bbox=[17, 1252, 500, 1274]
paragraph: I - estabelecer, em lei, normas para utilização de áreas protegidas que as emissões possam causar ao meio ambiente condições de desacordo com as normas e padrões de qualidade ambiental; bbox=[1012, 1043, 1496, 1065]
